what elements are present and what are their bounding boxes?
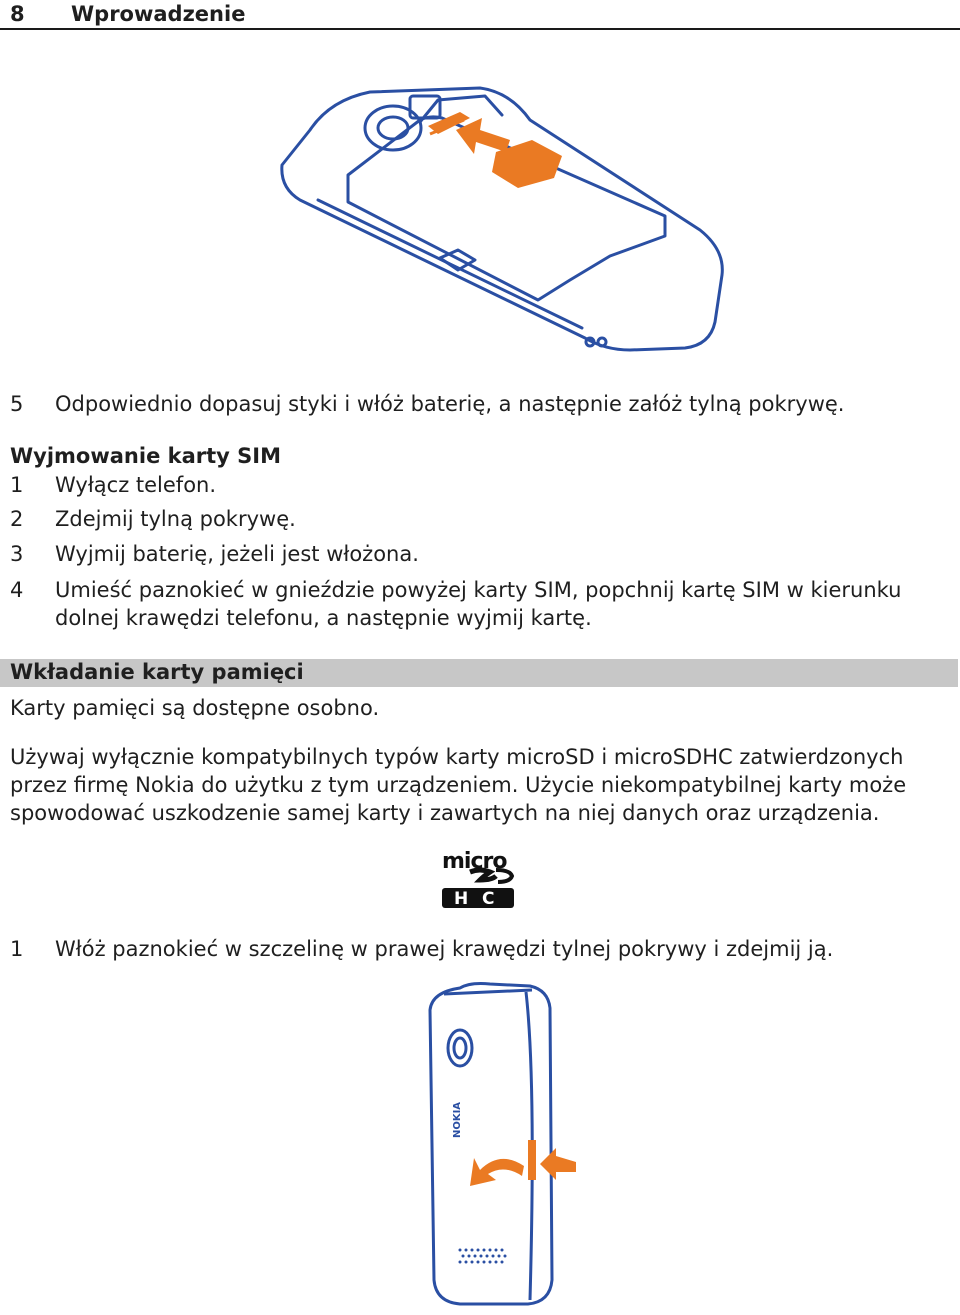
memory-card-heading: Wkładanie karty pamięci — [10, 660, 304, 684]
page-header — [0, 0, 960, 30]
step-number: 4 — [10, 578, 24, 602]
step-text: Umieść paznokieć w gnieździe powyżej karty SIM, popchnij kartę SIM w kierunku — [55, 578, 902, 602]
step-number: 1 — [10, 937, 24, 961]
nokia-logo: NOKIA — [452, 1101, 463, 1139]
compat-line-1: Używaj wyłącznie kompatybilnych typów karty microSD i microSDHC zatwierdzonych — [10, 745, 904, 769]
sim-illustration — [270, 60, 740, 360]
step-text: Odpowiednio dopasuj styki i włóż baterię, a następnie załóż tylną pokrywę. — [55, 392, 845, 416]
step-number: 3 — [10, 542, 24, 566]
step-text: dolnej krawędzi telefonu, a następnie wyjmij kartę. — [55, 606, 592, 630]
remove-sim-heading: Wyjmowanie karty SIM — [10, 444, 282, 468]
push-arrow-icon — [540, 1148, 576, 1180]
svg-text:H: H — [454, 889, 469, 909]
remove-arrow-icon — [470, 1158, 524, 1186]
back-cover-illustration — [400, 980, 600, 1310]
svg-text:micro: micro — [442, 849, 507, 874]
page-number: 8 — [10, 2, 25, 26]
step-text: Wyjmij baterię, jeżeli jest włożona. — [55, 542, 419, 566]
section-heading-bar — [0, 659, 958, 687]
step-text: Wyłącz telefon. — [55, 473, 217, 497]
insert-arrow-icon — [456, 118, 510, 154]
memory-intro: Karty pamięci są dostępne osobno. — [10, 696, 380, 720]
cover-slot — [528, 1140, 536, 1180]
step-number: 5 — [10, 392, 24, 416]
step-text: Włóż paznokieć w szczelinę w prawej krawędzi tylnej pokrywy i zdejmij ją. — [55, 937, 834, 961]
step-number: 1 — [10, 473, 24, 497]
compat-line-2: przez firmę Nokia do użytku z tym urządzeniem. Użycie niekompatybilnej karty może — [10, 773, 907, 797]
chapter-title: Wprowadzenie — [71, 2, 246, 26]
camera-icon — [365, 106, 421, 150]
compat-line-3: spowodować uszkodzenie samej karty i zawartych na niej danych oraz urządzenia. — [10, 801, 880, 825]
phone-outline — [282, 88, 723, 350]
camera-icon — [448, 1030, 472, 1066]
step-number: 2 — [10, 507, 24, 531]
svg-text:C: C — [482, 889, 495, 909]
step-text: Zdejmij tylną pokrywę. — [55, 507, 296, 531]
microsdhc-logo — [440, 846, 518, 910]
